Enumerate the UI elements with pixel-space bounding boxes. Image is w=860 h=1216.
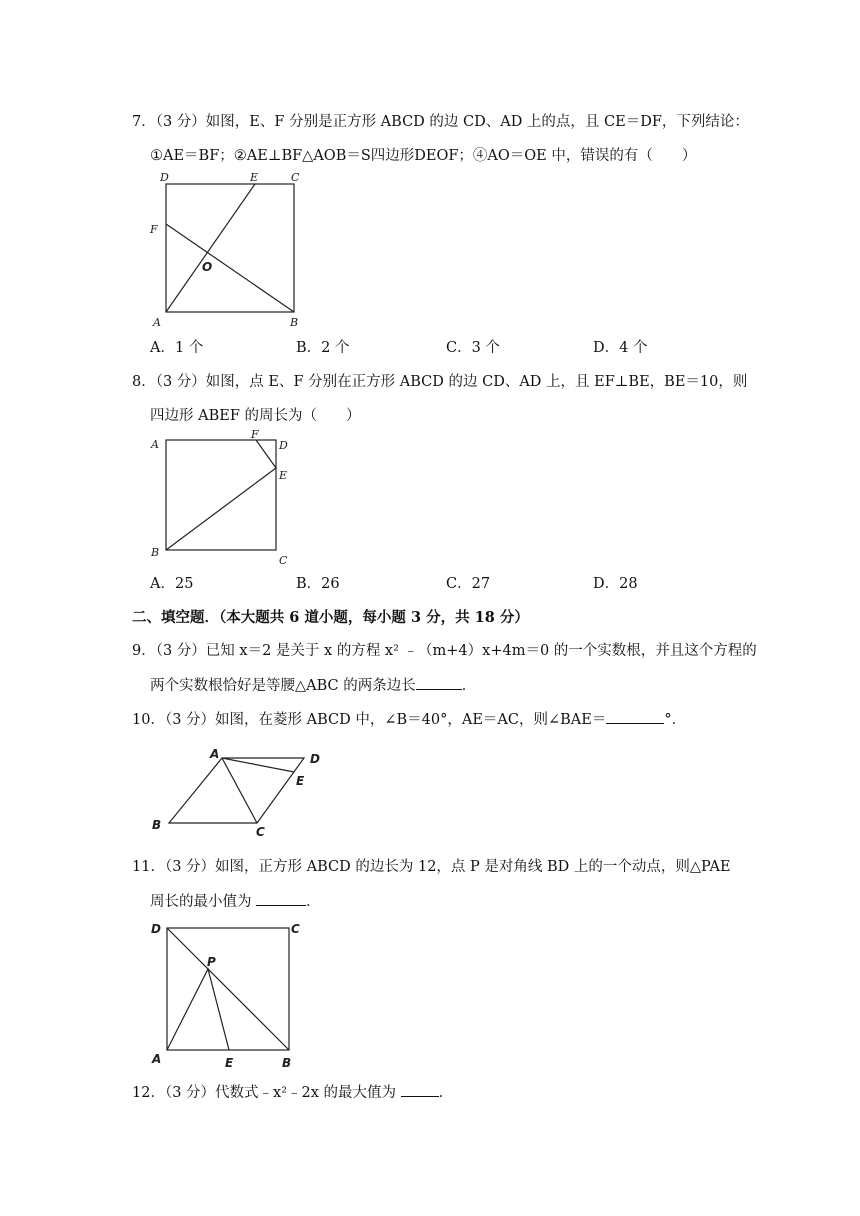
q7-label-a: A <box>153 316 161 329</box>
q8-label-f: F <box>251 428 259 441</box>
q7-label-e: E <box>250 171 259 184</box>
q7-figure <box>140 168 320 338</box>
q11-diagonal-bd <box>167 928 289 1050</box>
q11-line2-text: 周长的最小值为 <box>150 894 257 910</box>
q7-line2: ①AE＝BF；②AE⊥BF△AOB＝S四边形DEOF；④AO＝OE 中，错误的有（ ） <box>150 148 697 164</box>
q8-label-d: D <box>279 439 288 452</box>
q8-line1: 8．（3 分）如图，点 E、F 分别在正方形 ABCD 的边 CD、AD 上，且 EF⊥BE，BE＝10，则 <box>132 374 748 390</box>
q10-label-e: E <box>296 774 305 788</box>
q7-option-d: D．4 个 <box>593 340 648 356</box>
q11-label-a: A <box>152 1052 162 1066</box>
section-2-heading: 二、填空题．（本大题共 6 道小题，每小题 3 分，共 18 分） <box>132 609 529 626</box>
q11-label-c: C <box>291 922 300 936</box>
q7-segment-ae <box>166 184 255 312</box>
q10-segment-ac <box>222 758 257 823</box>
q7-option-b: B．2 个 <box>296 340 350 356</box>
q7-option-c: C．3 个 <box>446 340 500 356</box>
q10-line1-text: 10．（3 分）如图，在菱形 ABCD 中，∠B＝40°，AE＝AC，则∠BAE＝ <box>132 712 607 728</box>
q10-answer-blank[interactable] <box>606 709 664 724</box>
q8-segments-bef <box>166 440 276 550</box>
q7-segment-bf <box>166 224 294 312</box>
q8-option-c: C．27 <box>446 576 491 592</box>
q10-label-c: C <box>256 825 265 839</box>
q10-label-b: B <box>152 818 162 832</box>
q7-label-b: B <box>290 316 299 329</box>
q8-label-e: E <box>279 469 288 482</box>
q8-option-a: A．25 <box>150 576 194 592</box>
q7-label-c: C <box>291 171 300 184</box>
q8-figure <box>140 428 310 573</box>
q9-line2 <box>150 675 476 696</box>
q8-line2: 四边形 ABEF 的周长为（ ） <box>150 408 361 424</box>
q9-line2-text: 两个实数根恰好是等腰△ABC 的两条边长 <box>150 678 416 694</box>
q11-label-d: D <box>151 922 161 936</box>
q8-label-b: B <box>151 546 160 559</box>
q8-option-b: B．26 <box>296 576 340 592</box>
q12-answer-blank[interactable] <box>401 1082 439 1097</box>
q12-line1 <box>132 1082 453 1103</box>
q8-square <box>166 440 276 550</box>
q7-option-a: A．1 个 <box>150 340 204 356</box>
q8-label-c: C <box>279 554 288 567</box>
q10-label-d: D <box>310 752 320 766</box>
q7-label-d: D <box>160 171 169 184</box>
q7-label-f: F <box>150 223 158 236</box>
q7-line1: 7．（3 分）如图，E、F 分别是正方形 ABCD 的边 CD、AD 上的点，且 CE＝DF，下列结论： <box>132 114 749 130</box>
q11-label-e: E <box>225 1056 234 1070</box>
q7-square <box>166 184 294 312</box>
q12-line1-text: 12．（3 分）代数式﹣x²﹣2x 的最大值为 <box>132 1085 401 1101</box>
q8-option-d: D．28 <box>593 576 638 592</box>
q9-answer-blank[interactable] <box>416 675 462 690</box>
q7-label-o: O <box>202 260 213 274</box>
q11-line2-end: ． <box>306 894 321 910</box>
q9-line1: 9．（3 分）已知 x＝2 是关于 x 的方程 x² ﹣（m+4）x+4m＝0 的一个实数根，并且这个方程的 <box>132 643 757 659</box>
q10-segment-ae <box>222 758 294 772</box>
q11-label-p: P <box>207 955 216 969</box>
q11-figure <box>140 915 320 1075</box>
q10-line1-end: °． <box>664 712 687 728</box>
q11-answer-blank[interactable] <box>256 891 306 906</box>
q10-figure <box>140 742 340 842</box>
q8-label-a: A <box>151 438 159 451</box>
q9-line2-end: ． <box>461 678 477 694</box>
q10-line1 <box>132 709 686 730</box>
q12-line1-end: ． <box>438 1085 454 1101</box>
q11-label-b: B <box>282 1056 292 1070</box>
q10-label-a: A <box>210 747 220 761</box>
q11-line1: 11．（3 分）如图，正方形 ABCD 的边长为 12，点 P 是对角线 BD 上的一个动点，则△PAE <box>132 859 731 875</box>
q11-line2 <box>150 891 321 912</box>
q10-rhombus <box>169 758 304 823</box>
